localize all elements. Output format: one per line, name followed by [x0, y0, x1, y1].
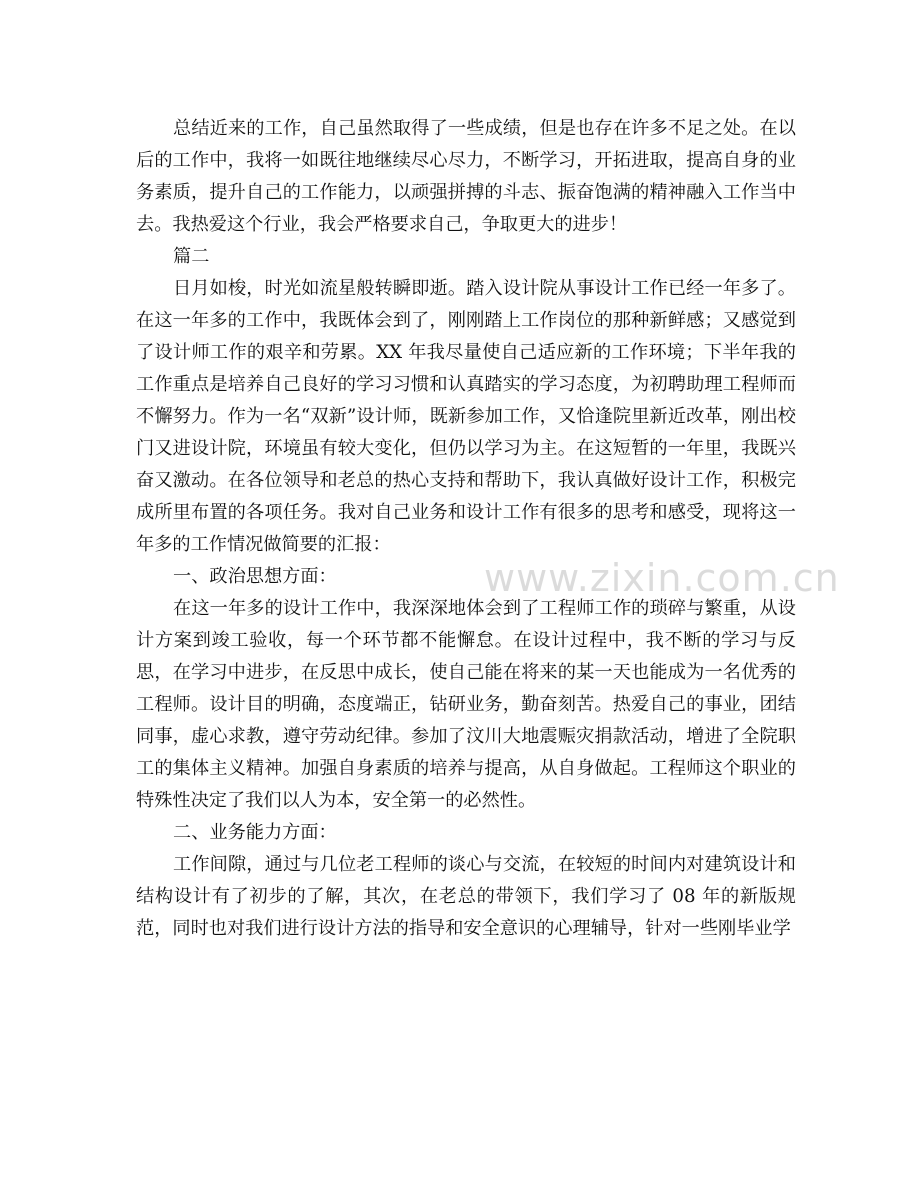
document-body: [136, 113, 796, 945]
text-line: 结构设计有了初步的了解，其次，在老总的带领下，我们学习了 08 年的新版规: [136, 886, 796, 907]
text-line: 在这一年多的设计工作中，我深深地体会到了工程师工作的琐碎与繁重，从设: [173, 598, 796, 619]
section-heading: [136, 817, 796, 849]
text-line: 兴奋又激动。在各位领导和老总的热心支持和帮助下，我认真做好设计工作，积极: [136, 438, 796, 491]
text-line: 后的工作中，我将一如既往地继续尽心尽力，不断学习，开拓进取，提高自身的业: [136, 150, 796, 171]
text-line: 一、政治思想方面：: [173, 566, 337, 587]
text-line: 完成所里布置的各项任务。我对自己业务和设计工作有很多的思考和感受，现将这: [136, 470, 796, 523]
text-line: 工作间隙，通过与几位老工程师的谈心与交流，在较短的时间内对建筑设计和: [173, 854, 796, 875]
text-line: 一年多的工作情况做简要的汇报：: [136, 502, 796, 555]
paragraph: [136, 849, 796, 945]
text-line: 日月如梭，时光如流星般转瞬即逝。踏入设计院从事设计工作已经一年多了。: [173, 278, 796, 299]
text-line: 不懈努力。作为一名“双新”设计师，既新参加工作，又恰逢院里新近改革，刚出: [136, 406, 778, 427]
text-line: 特殊性决定了我们以人为本，安全第一的必然性。: [136, 790, 537, 811]
text-line: 范，同时也对我们进行设计方法的指导和安全意识的心理辅导，针对一些刚毕业学: [136, 918, 791, 939]
text-line: 工程师。设计目的明确，态度端正，钻研业务，勤奋刻苦。热爱自己的事业，团结: [136, 694, 796, 715]
text-line: 了设计师工作的艰辛和劳累。XX 年我尽量使自己适应新的工作环境；下半年我的: [136, 342, 796, 363]
text-line: 校门又进设计院，环境虽有较大变化，但仍以学习为主。在这短暂的一年里，我既: [136, 406, 796, 459]
text-line: 二、业务能力方面：: [173, 822, 337, 843]
text-line: 篇二: [173, 246, 210, 267]
watermark: www.zixin.com.cn: [484, 556, 840, 600]
text-line: 总结近来的工作，自己虽然取得了一些成绩，但是也存在许多不足之处。在以: [173, 118, 796, 139]
text-line: 计方案到竣工验收，每一个环节都不能懈怠。在设计过程中，我不断的学习与反: [136, 630, 796, 651]
paragraph: [136, 593, 796, 817]
text-line: 在这一年多的工作中，我既体会到了，刚刚踏上工作岗位的那种新鲜感；又感觉到: [136, 310, 796, 331]
paragraph: [136, 113, 796, 241]
text-line: 思，在学习中进步，在反思中成长，使自己能在将来的某一天也能成为一名优秀的: [136, 662, 796, 683]
text-line: 去。我热爱这个行业，我会严格要求自己，争取更大的进步！: [136, 214, 628, 235]
text-line: 同事，虚心求教，遵守劳动纪律。参加了汶川大地震赈灾捐款活动，增进了全院职: [136, 726, 796, 747]
text-line: 工作重点是培养自己良好的学习习惯和认真踏实的学习态度，为初聘助理工程师而: [136, 374, 796, 395]
section-heading: [136, 241, 796, 273]
section-heading: [136, 561, 796, 593]
paragraph: [136, 273, 796, 561]
text-line: 工的集体主义精神。加强自身素质的培养与提高，从自身做起。工程师这个职业的: [136, 758, 796, 779]
text-line: 务素质，提升自己的工作能力，以顽强拼搏的斗志、振奋饱满的精神融入工作当中: [136, 182, 796, 203]
